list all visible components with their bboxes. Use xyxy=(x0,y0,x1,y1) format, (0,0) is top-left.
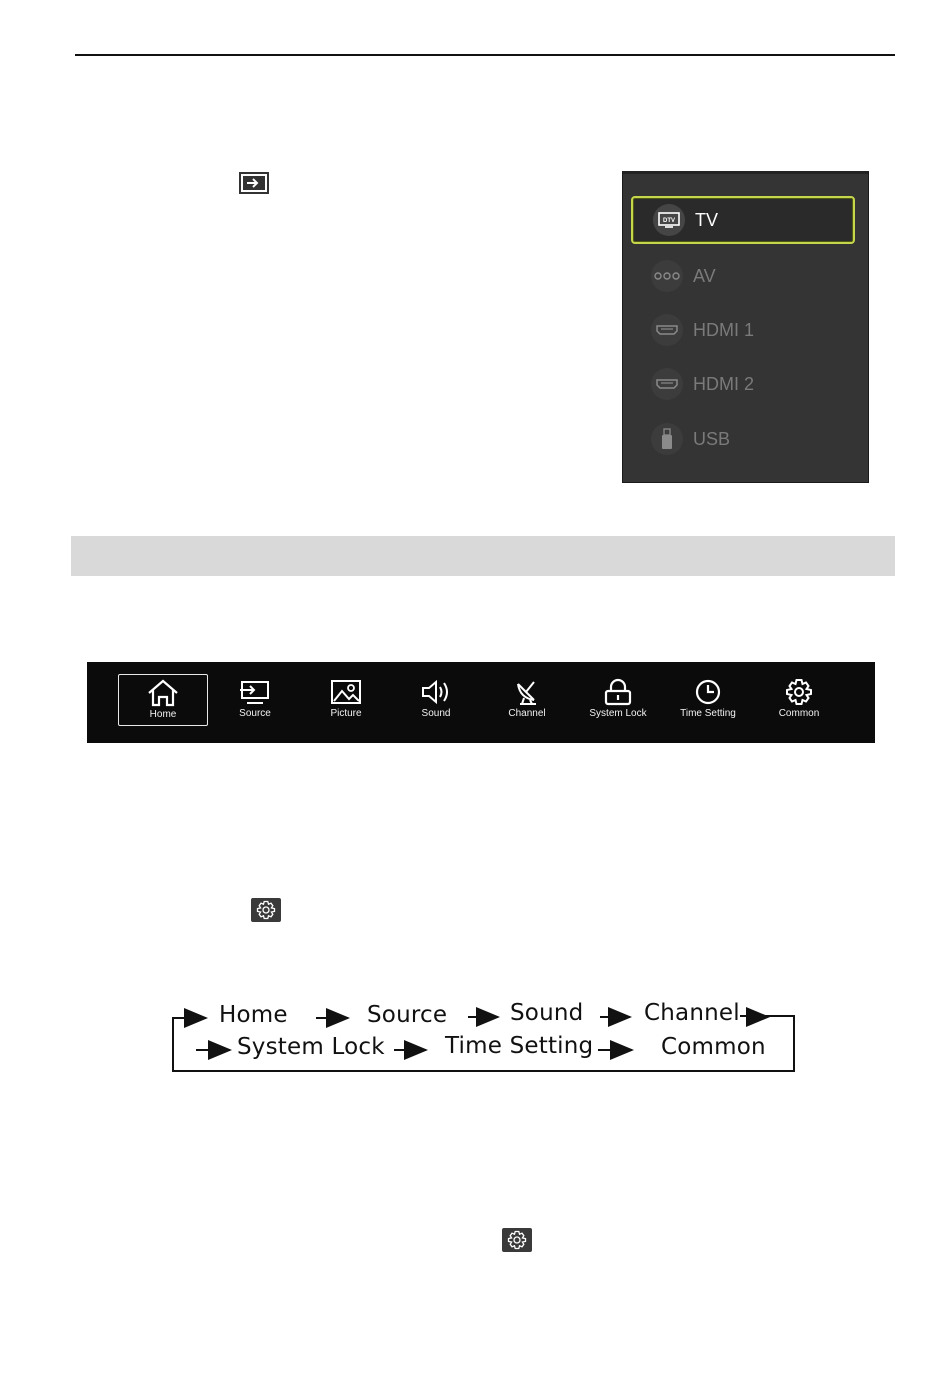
menu-label: Time Setting xyxy=(680,708,736,719)
source-item-hdmi1[interactable] xyxy=(631,306,855,354)
home-icon xyxy=(146,679,180,707)
source-icon xyxy=(238,678,272,706)
menu-item-home[interactable] xyxy=(118,674,208,726)
source-icon xyxy=(238,170,270,196)
section-heading-band xyxy=(71,536,895,576)
menu-label: System Lock xyxy=(589,708,647,719)
source-item-label: TV xyxy=(695,209,719,230)
source-item-av[interactable] xyxy=(631,252,855,300)
source-item-label: HDMI 2 xyxy=(693,373,755,394)
source-item-tv[interactable] xyxy=(631,196,855,244)
page-top-rule xyxy=(75,54,895,56)
av-icon xyxy=(651,260,683,292)
gear-icon xyxy=(502,1228,532,1252)
clock-icon xyxy=(691,678,725,706)
menu-navigation-flow-diagram xyxy=(170,996,800,1076)
source-item-hdmi2[interactable] xyxy=(631,360,855,408)
menu-item-picture[interactable] xyxy=(301,674,391,726)
gear-icon xyxy=(782,678,816,706)
menu-label: Common xyxy=(778,708,820,719)
picture-icon xyxy=(329,678,363,706)
source-item-label: AV xyxy=(693,265,716,286)
source-item-usb[interactable] xyxy=(631,415,855,463)
source-menu-panel xyxy=(622,171,869,483)
menu-item-time-setting[interactable] xyxy=(663,674,753,726)
gear-icon xyxy=(251,898,281,922)
satellite-dish-icon xyxy=(510,678,544,706)
source-item-label: USB xyxy=(693,428,731,449)
flow-step-sound: Sound xyxy=(510,1000,584,1026)
menu-label: Home xyxy=(149,709,177,720)
svg-text:DTV: DTV xyxy=(663,218,675,224)
speaker-icon xyxy=(419,678,453,706)
menu-label: Sound xyxy=(421,708,451,719)
lock-icon xyxy=(601,678,635,706)
hdmi-icon xyxy=(651,368,683,400)
menu-label: Source xyxy=(239,708,271,719)
menu-item-sound[interactable] xyxy=(391,674,481,726)
menu-label: Picture xyxy=(330,708,362,719)
flow-step-home: Home xyxy=(219,1002,288,1028)
flow-step-source: Source xyxy=(367,1002,448,1028)
dtv-icon xyxy=(653,204,685,236)
menu-item-system-lock[interactable] xyxy=(573,674,663,726)
menu-item-source[interactable] xyxy=(210,674,300,726)
flow-step-channel: Channel xyxy=(644,1000,740,1026)
menu-item-common[interactable] xyxy=(754,674,844,726)
flow-step-time-setting: Time Setting xyxy=(445,1033,594,1059)
tv-menu-bar xyxy=(87,662,875,743)
menu-label: Channel xyxy=(508,708,546,719)
flow-step-common: Common xyxy=(661,1034,766,1060)
hdmi-icon xyxy=(651,314,683,346)
menu-item-channel[interactable] xyxy=(482,674,572,726)
source-item-label: HDMI 1 xyxy=(693,319,755,340)
usb-icon xyxy=(651,423,683,455)
flow-step-system-lock: System Lock xyxy=(237,1034,385,1060)
